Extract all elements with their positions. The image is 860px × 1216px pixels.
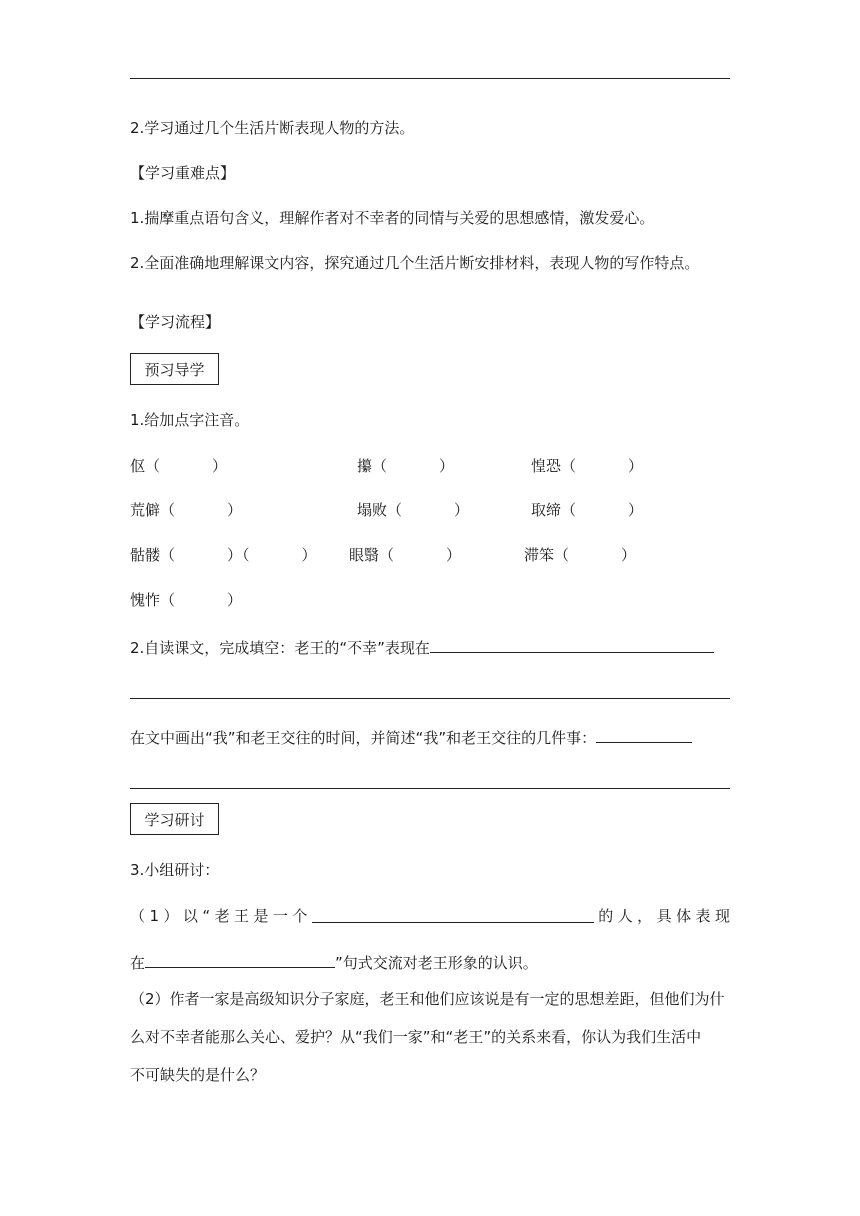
answer-blank[interactable]: [145, 951, 335, 968]
question-3-2-line3: 不可缺失的是什么？: [130, 1066, 266, 1084]
pinyin-item: 惶恐（ ）: [531, 457, 644, 475]
answer-blank[interactable]: [430, 636, 714, 653]
pinyin-item: 塌败（ ）: [357, 501, 470, 519]
pinyin-item: 愧怍（ ）: [130, 591, 243, 609]
pinyin-item: 滞笨（ ）: [524, 546, 637, 564]
difficulty-item-2: 2.全面准确地理解课文内容，探究通过几个生活片断安排材料，表现人物的写作特点。: [130, 254, 700, 272]
question-3-2-line2: 么对不幸者能那么关心、爱护？从“我们一家”和“老王”的关系来看，你认为我们生活中: [130, 1028, 702, 1046]
pinyin-item: 荒僻（ ）: [130, 501, 243, 519]
objective-item-2: 2.学习通过几个生活片断表现人物的方法。: [130, 119, 415, 137]
pinyin-item: 取缔（ ）: [531, 501, 644, 519]
answer-blank[interactable]: [312, 906, 594, 923]
answer-blank[interactable]: [596, 726, 692, 743]
study-section-box: [130, 803, 219, 835]
question-2: 2.自读课文，完成填空：老王的“不幸”表现在: [130, 636, 714, 658]
question-3-1-line1: （ 1 ） 以 “ 老 王 是 一 个 的 人 ， 具 体 表 现: [130, 907, 730, 925]
answer-line[interactable]: [130, 788, 730, 789]
pinyin-item: 伛（ ）: [130, 457, 228, 475]
header-rule: [130, 78, 730, 79]
preview-section-label: 预习导学: [144, 360, 205, 379]
preview-section-box: [130, 353, 219, 385]
process-heading: 【学习流程】: [130, 313, 221, 331]
question-1: 1.给加点字注音。: [130, 411, 250, 429]
pinyin-item: 攥（ ）: [357, 457, 455, 475]
question-3-1-line2: 在 ”句式交流对老王形象的认识。: [130, 951, 538, 973]
difficulties-heading: 【学习重难点】: [130, 164, 236, 182]
question-3-2-line1: （2）作者一家是高级知识分子家庭，老王和他们应该说是有一定的思想差距，但他们为什: [130, 990, 725, 1008]
answer-line[interactable]: [130, 698, 730, 699]
study-section-label: 学习研讨: [144, 810, 205, 829]
pinyin-item: 骷髅（ ）（ ）: [130, 546, 317, 564]
pinyin-item: 眼翳（ ）: [349, 546, 462, 564]
difficulty-item-1: 1.揣摩重点语句含义，理解作者对不幸者的同情与关爱的思想感情，激发爱心。: [130, 209, 655, 227]
question-3: 3.小组研讨：: [130, 861, 220, 879]
question-2b: 在文中画出“我”和老王交往的时间，并简述“我”和老王交往的几件事：: [130, 726, 692, 748]
